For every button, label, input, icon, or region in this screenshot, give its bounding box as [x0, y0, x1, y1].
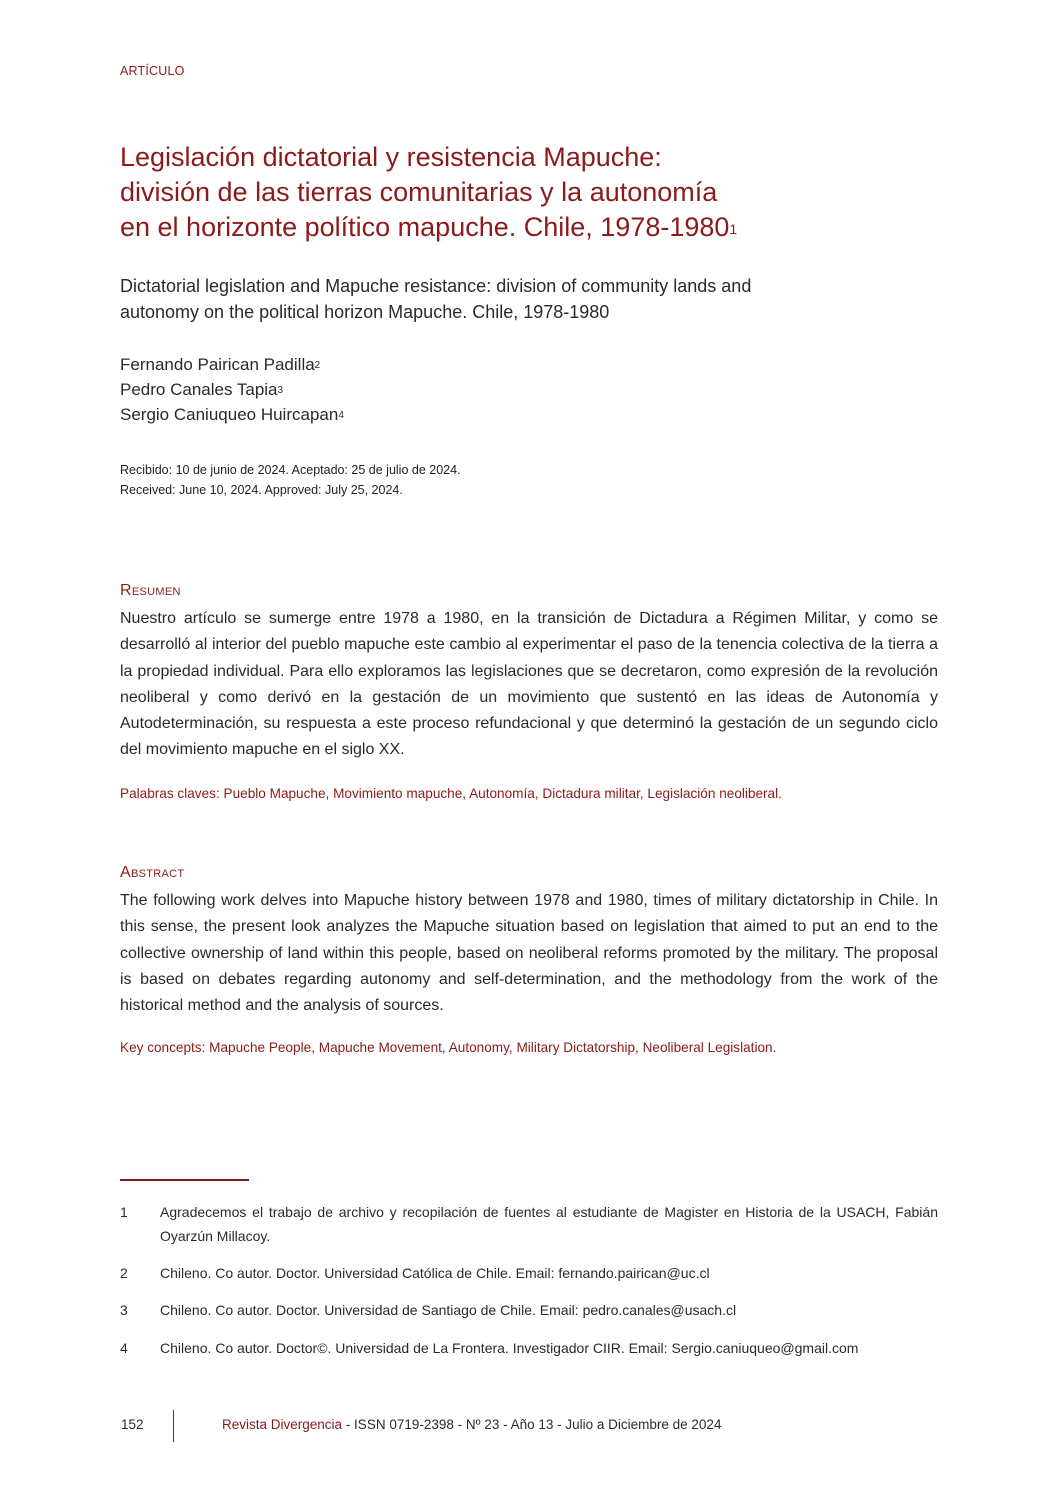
- footnote-number: 3: [120, 1302, 128, 1318]
- abstract-text: The following work delves into Mapuche history between 1978 and 1980, times of military dictatorship in Chile. In this sense, the present look analyzes the Mapuche situation based on legislation that aimed to put an end to the collective ownership of land within this people, based on neoliberal reforms promoted by the military. The proposal is based on debates regarding autonomy and self-determination, and the methodology from the work of the historical method and the analysis of sources.: [120, 892, 938, 1015]
- footnote-number: 2: [120, 1265, 128, 1281]
- resumen-heading: Resumen: [120, 582, 181, 599]
- article-title: [120, 140, 840, 245]
- footnote-number: 1: [120, 1204, 128, 1220]
- title-line: división de las tierras comunitarias y la autonomía: [120, 177, 718, 207]
- english-title: Dictatorial legislation and Mapuche resistance: division of community lands and autonomy on the political horizon Mapuche. Chile, 1978-1980: [120, 276, 752, 322]
- abstract-keywords: Key concepts: Mapuche People, Mapuche Movement, Autonomy, Military Dictatorship, Neoliberal Legislation.: [120, 1040, 777, 1055]
- abstract-heading: Abstract: [120, 864, 185, 881]
- journal-name: Revista Divergencia: [222, 1417, 343, 1432]
- author: [120, 377, 344, 402]
- title-line: Legislación dictatorial y resistencia Mapuche:: [120, 142, 662, 172]
- footnote-text: Agradecemos el trabajo de archivo y recopilación de fuentes al estudiante de Magister en Historia de la USACH, Fabián Oyarzún Millacoy.: [160, 1204, 938, 1244]
- journal-info: [222, 1417, 721, 1432]
- journal-details: - ISSN 0719-2398 - Nº 23 - Año 13 - Julio a Diciembre de 2024: [342, 1417, 722, 1432]
- footnote-divider: [120, 1179, 249, 1181]
- author-name: Fernando Pairican Padilla: [120, 355, 315, 374]
- footnote-text: Chileno. Co autor. Doctor. Universidad de Santiago de Chile. Email: pedro.canales@usach.cl: [160, 1302, 737, 1318]
- author-list: [120, 352, 344, 427]
- title-footnote-ref[interactable]: 1: [729, 221, 738, 237]
- footnote: [120, 1200, 938, 1248]
- submission-dates: [120, 460, 461, 500]
- author: [120, 352, 344, 377]
- dates-english: Received: June 10, 2024. Approved: July 25, 2024.: [120, 483, 403, 497]
- resumen-text: Nuestro artículo se sumerge entre 1978 a 1980, en la transición de Dictadura a Régimen Militar, y como se desarrolló al interior del pueblo mapuche este cambio al experimentar el paso de la tenencia colectiva de la tierra a la propiedad individual. Para ello exploramos las legislaciones que se decretaron, como expresión de la revolución neoliberal y como derivó en la gestación de un movimiento que sustentó en las ideas de Autonomía y Autodeterminación, su respuesta a este proceso refundacional y que determinó la gestación de un segundo ciclo del movimiento mapuche en el siglo XX.: [120, 610, 938, 759]
- footnote-text: Chileno. Co autor. Doctor©. Universidad de La Frontera. Investigador CIIR. Email: Sergio.caniuqueo@gmail.com: [160, 1340, 859, 1356]
- page-number: 152: [121, 1417, 144, 1432]
- author-footnote-ref[interactable]: 4: [338, 410, 344, 421]
- author-name: Pedro Canales Tapia: [120, 380, 278, 399]
- dates-spanish: Recibido: 10 de junio de 2024. Aceptado: 25 de julio de 2024.: [120, 463, 461, 477]
- footnote-text: Chileno. Co autor. Doctor. Universidad Católica de Chile. Email: fernando.pairican@uc.cl: [160, 1265, 710, 1281]
- section-label: ARTÍCULO: [120, 64, 185, 78]
- footnote: [120, 1336, 938, 1360]
- author-footnote-ref[interactable]: 3: [277, 385, 284, 396]
- author-footnote-ref[interactable]: 2: [314, 360, 321, 371]
- footnote: [120, 1261, 938, 1285]
- footnote: [120, 1298, 938, 1322]
- author: [120, 402, 344, 427]
- footer-separator: [173, 1410, 174, 1442]
- resumen-keywords: Palabras claves: Pueblo Mapuche, Movimiento mapuche, Autonomía, Dictadura militar, Legislación neoliberal.: [120, 786, 782, 801]
- title-line: en el horizonte político mapuche. Chile, 1978-1980: [120, 212, 730, 242]
- author-name: Sergio Caniuqueo Huircapan: [120, 405, 339, 424]
- footnote-number: 4: [120, 1340, 128, 1356]
